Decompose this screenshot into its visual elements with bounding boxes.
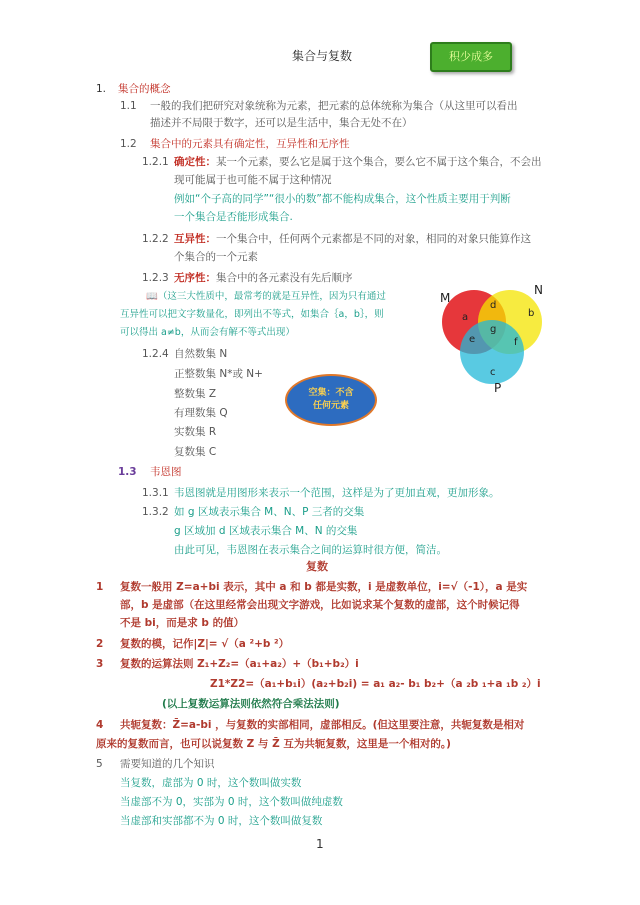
venn-region-d: d — [490, 300, 497, 311]
venn-region-c: c — [490, 367, 496, 378]
empty-set-callout — [285, 374, 377, 426]
venn-label-m: M — [440, 291, 451, 305]
section-title: 复数 — [306, 560, 328, 573]
item-number: 1.3.2 — [142, 506, 169, 518]
list-item: 当虚部不为 0，实部为 0 时，这个数叫做纯虚数 — [120, 796, 343, 808]
item-number: 5 — [96, 758, 103, 770]
term-text: 一个集合中，任何两个元素都是不同的对象，相同的对象只能算作这 — [216, 233, 531, 245]
list-item: 自然数集 N — [174, 348, 228, 360]
item-number: 1.2 — [120, 138, 137, 150]
callout-line: 空集：不含 — [308, 388, 354, 398]
note-line: (以上复数运算法则依然符合乘法法则) — [162, 698, 340, 710]
paragraph-line: 原来的复数而言，也可以说复数 Z 与 Z̄ 互为共轭复数，这里是一个相对的。) — [96, 738, 451, 750]
formula-line: Z1*Z2=（a₁+b₁i）(a₂+b₂i) = a₁ a₂- b₁ b₂+（a ₂b ₁+a ₁b ₂）i — [210, 678, 541, 690]
item-number: 1.2.3 — [142, 272, 169, 284]
venn-diagram — [432, 280, 562, 395]
page-title: 集合与复数 — [292, 49, 353, 63]
paragraph-line: 由此可见，韦恩图在表示集合之间的运算时很方便，简洁。 — [174, 544, 447, 556]
item-heading: 集合中的元素具有确定性，互异性和无序性 — [150, 138, 350, 150]
paragraph-line: 个集合的一个元素 — [174, 251, 258, 263]
item-number: 4 — [96, 719, 104, 731]
section-heading: 集合的概念 — [118, 83, 171, 95]
venn-region-g: g — [490, 324, 497, 335]
item-number: 1 — [96, 581, 104, 593]
paragraph-line: 复数的运算法则 Z₁+Z₂=（a₁+a₂）+（b₁+b₂）i — [120, 658, 359, 670]
venn-label-n: N — [534, 283, 543, 297]
note-text: （这三大性质中，最常考的就是互异性，因为只有通过 — [157, 291, 386, 302]
term-text: 集合中的各元素没有先后顺序 — [216, 272, 353, 284]
page-number: 1 — [316, 837, 324, 851]
list-item: 当复数，虚部为 0 时，这个数叫做实数 — [120, 777, 302, 789]
example-line: 例如“个子高的同学”“很小的数”都不能构成集合，这个性质主要用于判断 — [174, 193, 511, 205]
paragraph-line: 描述并不局限于数字，还可以是生活中，集合无处不在） — [150, 117, 413, 129]
paragraph-line — [174, 155, 542, 169]
paragraph-line: 部，b 是虚部（在这里经常会出现文字游戏，比如说求某个复数的虚部，这个时候记得 — [120, 599, 520, 611]
list-item: 复数集 C — [174, 446, 217, 458]
venn-label-p: P — [494, 381, 502, 395]
list-item: 有理数集 Q — [174, 407, 228, 419]
paragraph-line — [174, 271, 353, 285]
paragraph-line: g 区域加 d 区域表示集合 M、N 的交集 — [174, 525, 358, 537]
list-item: 正整数集 N*或 N+ — [174, 368, 263, 380]
term: 确定性： — [174, 156, 216, 168]
paragraph-line: 共轭复数：Z̄=a-bi ，与复数的实部相同，虚部相反。(但这里要注意，共轭复数是相对 — [120, 719, 525, 731]
item-number: 3 — [96, 658, 104, 670]
item-number: 1.2.1 — [142, 156, 169, 168]
venn-region-b: b — [528, 308, 535, 319]
paragraph-line: 复数一般用 Z=a+bi 表示，其中 a 和 b 都是实数，i 是虚数单位，i=√（-1），a 是实 — [120, 581, 528, 593]
example-line: 一个集合是否能形成集合. — [174, 211, 293, 223]
badge: 积少成多 — [430, 42, 512, 72]
note-line: 可以得出 a≠b，从而会有解不等式出现） — [120, 327, 295, 338]
term-text: 某一个元素，要么它是属于这个集合，要么它不属于这个集合，不会出 — [216, 156, 542, 168]
item-number: 1.2.4 — [142, 348, 169, 360]
paragraph-line: 不是 bi，而是求 b 的值） — [120, 617, 245, 629]
item-heading: 需要知道的几个知识 — [120, 758, 215, 770]
item-number: 1.3 — [118, 466, 137, 478]
term: 无序性： — [174, 272, 216, 284]
paragraph-line — [174, 232, 531, 246]
paragraph-line: 复数的模，记作|Z|= √（a ²+b ²） — [120, 638, 290, 650]
callout-line: 任何元素 — [312, 401, 349, 411]
list-item: 当虚部和实部都不为 0 时，这个数叫做复数 — [120, 815, 323, 827]
item-number: 2 — [96, 638, 104, 650]
section-number: 1. — [96, 83, 107, 95]
item-number: 1.3.1 — [142, 487, 169, 499]
paragraph-line: 一般的我们把研究对象统称为元素，把元素的总体统称为集合（从这里可以看出 — [150, 100, 518, 112]
note-line: 互异性可以把文字数量化，即列出不等式，如集合｛a，b｝，则 — [120, 309, 384, 320]
list-item: 实数集 R — [174, 426, 217, 438]
term: 互异性： — [174, 233, 216, 245]
paragraph-line: 如 g 区域表示集合 M、N、P 三者的交集 — [174, 506, 365, 518]
book-icon: 📖 — [146, 291, 158, 302]
venn-region-a: a — [462, 312, 469, 323]
item-number: 1.2.2 — [142, 233, 169, 245]
item-number: 1.1 — [120, 100, 137, 112]
venn-region-f: f — [514, 337, 518, 348]
note-line — [146, 290, 386, 304]
list-item: 整数集 Z — [174, 388, 217, 400]
venn-region-e: e — [469, 334, 476, 345]
paragraph-line: 韦恩图就是用图形来表示一个范围，这样是为了更加直观，更加形象。 — [174, 487, 500, 499]
item-heading: 韦恩图 — [150, 466, 182, 478]
paragraph-line: 现可能属于也可能不属于这种情况 — [174, 174, 332, 186]
